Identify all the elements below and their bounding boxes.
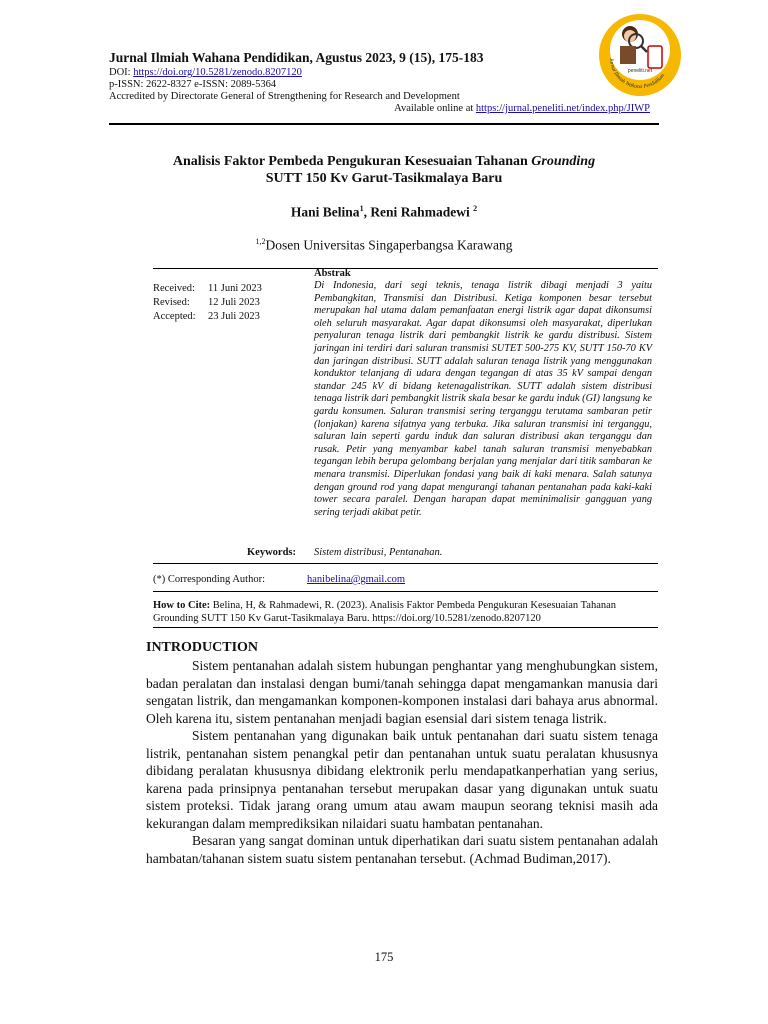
abstract-body: Di Indonesia, dari segi teknis, tenaga listrik dibagi menjadi 3 yaitu Pembangkitan, Transmisi dan Distribusi. Ketiga komponen besar tersebut merupakan hal utama dalam pemanfaatan energi listrik agar dapat dikonsumsi oleh seluruh masyarakat. Agar dapat dikonsumsi oleh masyarakat, diperlukan penyaluran tenaga listrik dari pembangkit listrik ke gardu distribusi. Sistem jaringan ini terdiri dari saluran transmisi SUTET 500-275 KV, SUTT 150-70 KV dan jaringan distribusi. SUTT adalah saluran tenaga listrik yang menggunakan konduktor telanjang di udara dengan tegangan di atas 35 kV sampai dengan standar 245 kV di bidang ketenagalistrikan. SUTT adalah sistem distribusi tenaga listrik dari pembangkit listrik skala besar ke gardu induk (GI) langsung ke gardu konsumen. Saluran transmisi sering terganggu terutama sambaran petir (lonjakan) karena sifatnya yang terbuka. Jika saluran transmisi ini terganggu, saluran lain seperti gardu induk dan saluran distribusi akan terganggu dan rusak. Petir yang menyambar kabel tanah saluran transmisi menyebabkan tegangan lebih berupa gelombang berjalan yang menjalar dari titik sambaran ke menara transmisi. Diperlukan fondasi yang baik di kaki menara. Salah satunya dengan ground rod yang dapat mengurangi tahanan pentanahan pada kaki-kaki tower secara paralel. Dengan harapan dapat meminimalisir gangguan yang sering terjadi akibat petir.	[314, 280, 652, 518]
author-2-sup: 2	[473, 204, 478, 213]
doi-label: DOI:	[109, 67, 134, 78]
doi-line	[109, 67, 302, 79]
date-value: 12 Juli 2023	[208, 297, 260, 308]
abstract-bottom-rule	[153, 563, 658, 564]
journal-url-link[interactable]: https://jurnal.peneliti.net/index.php/JIWP	[475, 103, 650, 114]
how-to-cite	[153, 599, 658, 625]
date-label: Revised:	[153, 297, 190, 308]
corresponding-email-link[interactable]: hanibelina@gmail.com	[307, 574, 406, 585]
keywords-label: Keywords:	[247, 547, 296, 558]
title-line-1-prefix: Analisis Faktor Pembeda Pengukuran Kesesuaian Tahanan	[172, 154, 532, 169]
doi-link[interactable]: https://doi.org/10.5281/zenodo.8207120	[133, 67, 302, 78]
cite-label: How to Cite:	[153, 600, 211, 611]
authors	[109, 204, 659, 221]
available-online-line	[394, 103, 650, 114]
body-paragraph: Sistem pentanahan adalah sistem hubungan penghantar yang menghubungkan sistem, badan peralatan dan instalasi dengan bumi/tanah sehingga dapat mengamankan manusia dari sengatan listrik, dan mengamankan komponen-komponen instalasi dari bahaya arus abnormal. Oleh karena itu, sistem pentanahan menjadi bagian esensial dari sistem tenaga listrik.	[146, 658, 658, 726]
logo-books	[620, 46, 636, 64]
date-value: 23 Juli 2023	[208, 311, 260, 322]
logo-inner-text: peneliti.net	[627, 68, 653, 74]
abstract-top-rule	[153, 268, 658, 269]
cite-bottom-rule	[153, 627, 658, 628]
journal-logo	[598, 8, 682, 102]
author-2: Reni Rahmadewi	[370, 204, 474, 220]
affiliation-text: Dosen Universitas Singaperbangsa Karawang	[265, 237, 513, 253]
page-number: 175	[374, 950, 394, 964]
author-separator: ,	[363, 204, 371, 220]
header-divider	[109, 123, 659, 125]
available-label: Available online at	[394, 103, 476, 114]
article-dates	[153, 282, 262, 324]
title-line-1-italic: Grounding	[531, 154, 596, 169]
author-1: Hani Belina	[290, 204, 360, 220]
date-accepted	[153, 310, 262, 324]
date-received	[153, 282, 262, 296]
accreditation-line: Accredited by Directorate General of Strengthening for Research and Development	[109, 91, 460, 102]
corresponding-author-label: (*) Corresponding Author:	[153, 574, 265, 585]
cite-top-rule	[153, 591, 658, 592]
affiliation	[109, 237, 659, 254]
body-paragraph: Besaran yang sangat dominan untuk diperhatikan dari suatu sistem pentanahan adalah hambatan/tahanan sistem suatu sistem pentanahan tersebut. (Achmad Budiman,2017).	[146, 833, 658, 866]
paper-title	[109, 153, 659, 187]
title-line-2: SUTT 150 Kv Garut-Tasikmalaya Baru	[265, 171, 503, 186]
section-heading-introduction: INTRODUCTION	[146, 640, 259, 655]
date-revised	[153, 296, 262, 310]
introduction-body	[146, 657, 658, 867]
affiliation-sup: 1,2	[255, 237, 266, 246]
keywords-value: Sistem distribusi, Pentanahan.	[314, 547, 443, 558]
abstract-heading: Abstrak	[314, 268, 351, 279]
logo-ring-textpath: Jurnal Ilmiah Wahana Pendidikan	[607, 57, 667, 91]
author-1-sup: 1	[359, 204, 364, 213]
logo-person-coat	[648, 46, 662, 68]
date-label: Received:	[153, 283, 195, 294]
cite-text: Belina, H, & Rahmadewi, R. (2023). Analisis Faktor Pembeda Pengukuran Kesesuaian Tahanan Grounding SUTT 150 Kv Garut-Tasikmalaya Baru. https://doi.org/10.5281/zenodo.8207120	[153, 600, 617, 624]
date-label: Accepted:	[153, 311, 196, 322]
date-value: 11 Juni 2023	[208, 283, 262, 294]
issn-line: p-ISSN: 2622-8327 e-ISSN: 2089-5364	[109, 79, 277, 90]
body-paragraph: Sistem pentanahan yang digunakan baik untuk pentanahan dari suatu sistem tenaga listrik, pentanahan sistem penangkal petir dan pentanahan untuk suatu peralatan khususnya dibidang peralatan khususnya dibidang elektronik perlu mendapatkanperhatian yang serius, karena pada prinsipnya pentanahan tersebut merupakan dasar yang digunakan untuk suatu sistem proteksi. Tidak jarang orang umum atau awam maupun seorang teknisi masih ada kekurangan dalam memprediksikan nilaidari suatu hambatan pentanahan.	[146, 728, 658, 831]
journal-title: Jurnal Ilmiah Wahana Pendidikan, Agustus 2023, 9 (15), 175-183	[109, 50, 484, 65]
title-line-1	[109, 153, 659, 170]
